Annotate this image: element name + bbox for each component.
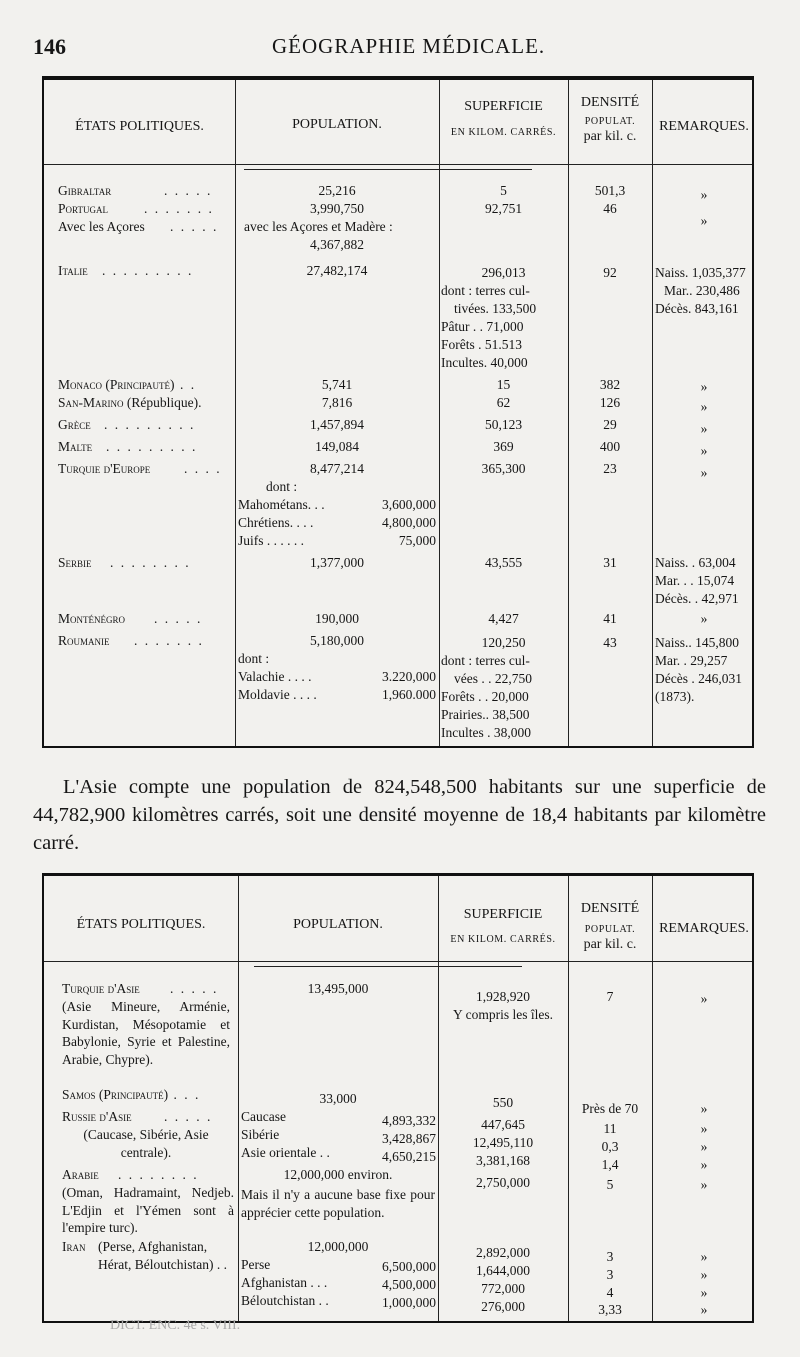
cell-superficie: 2,892,000 bbox=[476, 1245, 530, 1260]
cell-remarques: » bbox=[700, 1249, 708, 1264]
cell-densite: Près de 70 bbox=[581, 1101, 639, 1116]
cell-densite: 43 bbox=[603, 635, 617, 650]
cell-population-detail: 3,428,867 bbox=[382, 1131, 436, 1146]
cell-densite: 41 bbox=[603, 611, 617, 626]
header-superficie-sub: EN KILOM. CARRÉS. bbox=[450, 934, 556, 945]
cell-population-detail: 3.220,000 bbox=[382, 669, 436, 684]
cell-superficie: 1,644,000 bbox=[476, 1263, 530, 1278]
cell-population: 1,377,000 bbox=[310, 555, 364, 570]
cell-superficie: 447,645 bbox=[481, 1117, 525, 1132]
header-remarques: REMARQUES. bbox=[659, 921, 749, 936]
cell-population-detail: Béloutchistan . . bbox=[241, 1293, 329, 1308]
header-densite: DENSITÉ bbox=[580, 901, 640, 916]
cell-superficie: 550 bbox=[492, 1095, 514, 1110]
row-label: Monténégro bbox=[58, 611, 125, 626]
cell-population-note: Mais il n'y a aucune base fixe pour apprécier cette population. bbox=[241, 1187, 435, 1220]
header-remarques: REMARQUES. bbox=[659, 119, 749, 134]
cell-remarques: » bbox=[700, 1302, 708, 1317]
cell-population: 5,741 bbox=[321, 377, 353, 392]
row-description: (Asie Mineure, Arménie, Kurdistan, Mésopotamie et Babylonie, Syrie et Palestine, Arabie, Chypre). bbox=[62, 999, 230, 1067]
cell-densite: 3 bbox=[606, 1267, 614, 1282]
cell-remarques: Naiss.. 145,800 bbox=[655, 635, 739, 650]
cell-population-detail: Sibérie bbox=[241, 1127, 280, 1142]
cell-superficie-detail: vées . . 22,750 bbox=[454, 671, 532, 686]
cell-remarques: Naiss. 1,035,377 bbox=[655, 265, 746, 280]
cell-population-detail: Perse bbox=[241, 1257, 271, 1272]
row-label: Malte bbox=[58, 439, 93, 454]
row-label: Grèce bbox=[58, 417, 91, 432]
europe-table: ÉTATS POLITIQUES. POPULATION. SUPERFICIE EN KILOM. CARRÉS. DENSITÉ POPULAT. par kil. c. REMARQUES. Gibraltar . . . . . 25,216 5 501,3 » Portugal . . . . . . . 3,990,750 92,751 46 » Avec les Açores . . . . . avec les Açores et Madère : 4,367,882 Italie . . . . . . . . . 27,482,174 296,013 dont : terres cul- tivées. 133,500 Pâtur . . 71,000 Forêts . 51.513 Incultes. 40,000 92 Naiss. 1,035,377 Mar.. 230,486 Décès. 843,161 Monaco (Principauté) . . 5,741 15 382 » San-Marino (République). 7,816 62 126 » Grèce . . . . . . . . . 1,457,894 50,123 29 » Malte . . . . . . . . . 149,084 369 400 » Turquie d'Europe . . . . 8,477,214 365,300 23 » dont : Mahométans. . . 3,600,000 Chrétiens. . . . 4,800,000 Juifs . . . . . . 75,000 Serbie . . . . . . . . 1,377,000 43,555 31 Naiss. . 63,004 Mar. . . 15,074 Décès. . 42,971 Monténégro . . . . . 190,000 4,427 41 » Roumanie . . . . . . . 5,180,000 dont : Valachie . . . . 3.220,000 Moldavie . . . . 1,960.000 120,250 dont : terres cul- vées . . 22,750 Forêts . . 20,000 Prairies.. 38,500 Incultes . 38,000 43 Naiss.. 145,800 Mar. . 29,257 Décès . 246,031 (1873). bbox=[42, 76, 754, 748]
cell-remarques: » bbox=[700, 1121, 708, 1136]
cell-population-detail: 4,650,215 bbox=[382, 1149, 436, 1164]
header-etats: ÉTATS POLITIQUES. bbox=[75, 119, 204, 134]
cell-superficie: 369 bbox=[493, 439, 514, 454]
row-label: Turquie d'Europe bbox=[58, 461, 151, 476]
cell-superficie: 92,751 bbox=[484, 201, 523, 216]
cell-remarques: » bbox=[700, 213, 708, 228]
cell-remarques: » bbox=[700, 611, 708, 626]
row-label: San-Marino bbox=[58, 395, 124, 410]
cell-population: 8,477,214 bbox=[310, 461, 364, 476]
cell-remarques: Décès. . 42,971 bbox=[655, 591, 739, 606]
cell-population-detail: 3,600,000 bbox=[382, 497, 436, 512]
page-number: 146 bbox=[33, 34, 66, 59]
cell-densite: 11 bbox=[603, 1121, 617, 1136]
row-label: Avec les Açores bbox=[58, 219, 145, 234]
cell-densite: 46 bbox=[603, 201, 617, 216]
cell-superficie: 50,123 bbox=[484, 417, 523, 432]
header-superficie: SUPERFICIE bbox=[464, 99, 543, 114]
row-label: Serbie bbox=[58, 555, 92, 570]
page-header bbox=[0, 30, 800, 60]
cell-remarques: » bbox=[700, 991, 708, 1006]
cell-population: 12,000,000 environ. bbox=[283, 1167, 393, 1182]
cell-population-detail: dont : bbox=[266, 479, 298, 494]
cell-superficie-detail: tivées. 133,500 bbox=[454, 301, 537, 316]
cell-superficie: 296,013 bbox=[481, 265, 526, 280]
cell-superficie: 772,000 bbox=[481, 1281, 525, 1296]
cell-superficie: 2,750,000 bbox=[476, 1175, 530, 1190]
cell-densite: 3,33 bbox=[598, 1302, 622, 1317]
cell-superficie: 3,381,168 bbox=[476, 1153, 530, 1168]
cell-densite: 501,3 bbox=[594, 183, 626, 198]
cell-remarques: Décès . 246,031 bbox=[655, 671, 742, 686]
cell-densite: 382 bbox=[599, 377, 621, 392]
cell-population: avec les Açores et Madère : bbox=[244, 219, 393, 234]
cell-remarques: » bbox=[700, 1157, 708, 1172]
cell-population-detail: Caucase bbox=[241, 1109, 286, 1124]
cell-population: 3,990,750 bbox=[310, 201, 364, 216]
cell-population: 25,216 bbox=[318, 183, 356, 198]
cell-remarques: » bbox=[700, 1177, 708, 1192]
cell-population: 27,482,174 bbox=[306, 263, 368, 278]
cell-superficie-detail: dont : terres cul- bbox=[441, 283, 530, 298]
cell-superficie-detail: Forêts . . 20,000 bbox=[441, 689, 529, 704]
cell-remarques: » bbox=[700, 399, 708, 414]
cell-population-detail: 4,800,000 bbox=[382, 515, 436, 530]
row-label: Gibraltar bbox=[58, 183, 112, 198]
header-population: POPULATION. bbox=[292, 117, 382, 132]
row-label: Turquie d'Asie bbox=[62, 981, 140, 996]
cell-remarques: Décès. 843,161 bbox=[655, 301, 739, 316]
cell-population-detail: Asie orientale . . bbox=[241, 1145, 330, 1160]
cell-superficie-detail: Forêts . 51.513 bbox=[441, 337, 522, 352]
cell-remarques: » bbox=[700, 379, 708, 394]
cell-superficie: 5 bbox=[500, 183, 507, 198]
cell-superficie: 62 bbox=[496, 395, 511, 410]
cell-densite: 7 bbox=[606, 989, 614, 1004]
cell-remarques: (1873). bbox=[655, 689, 695, 704]
cell-superficie-detail: Incultes. 40,000 bbox=[441, 355, 528, 370]
row-description: (Perse, Afghanistan, Hérat, Béloutchistan) . . bbox=[98, 1239, 227, 1272]
cell-remarques: Mar. . . 15,074 bbox=[655, 573, 735, 588]
cell-densite: 4 bbox=[606, 1285, 614, 1300]
header-population: POPULATION. bbox=[293, 917, 383, 932]
cell-population: 5,180,000 bbox=[310, 633, 364, 648]
row-label: Russie d'Asie bbox=[62, 1109, 132, 1124]
cell-densite: 29 bbox=[603, 417, 617, 432]
cell-remarques: » bbox=[700, 421, 708, 436]
row-label: Arabie bbox=[62, 1167, 99, 1182]
cell-population: 4,367,882 bbox=[310, 237, 364, 252]
cell-population-detail: Juifs . . . . . . bbox=[238, 533, 305, 548]
footer-mark: DICT. ENC. 4e s. VIII. bbox=[110, 1318, 241, 1333]
cell-remarques: » bbox=[700, 443, 708, 458]
cell-population-detail: 4,893,332 bbox=[382, 1113, 436, 1128]
cell-superficie: 15 bbox=[496, 377, 511, 392]
cell-superficie-detail: Prairies.. 38,500 bbox=[441, 707, 530, 722]
cell-densite: 0,3 bbox=[601, 1139, 619, 1154]
cell-population: 12,000,000 bbox=[307, 1239, 369, 1254]
cell-remarques: » bbox=[700, 1285, 708, 1300]
cell-superficie: Y compris les îles. bbox=[453, 1007, 553, 1022]
row-label: Monaco (Principauté) bbox=[58, 377, 175, 392]
cell-superficie: 276,000 bbox=[481, 1299, 525, 1314]
cell-population-detail: Moldavie . . . . bbox=[238, 687, 317, 702]
cell-population-detail: dont : bbox=[238, 651, 270, 666]
header-densite-sub: POPULAT. bbox=[584, 116, 636, 127]
cell-superficie: 4,427 bbox=[488, 611, 519, 626]
cell-superficie: 120,250 bbox=[481, 635, 526, 650]
cell-densite: 400 bbox=[599, 439, 621, 454]
row-label-suffix: (République). bbox=[123, 395, 202, 410]
cell-superficie: 365,300 bbox=[481, 461, 526, 476]
cell-population: 7,816 bbox=[321, 395, 353, 410]
header-densite-unit: par kil. c. bbox=[583, 937, 637, 952]
cell-remarques: Mar.. 230,486 bbox=[664, 283, 740, 298]
cell-population: 33,000 bbox=[319, 1091, 357, 1106]
header-densite-unit: par kil. c. bbox=[583, 129, 637, 144]
cell-superficie: 1,928,920 bbox=[476, 989, 530, 1004]
cell-population-detail: Mahométans. . . bbox=[238, 497, 325, 512]
cell-superficie-detail: Pâtur . . 71,000 bbox=[441, 319, 524, 334]
cell-population: 13,495,000 bbox=[307, 981, 369, 996]
cell-population: 149,084 bbox=[315, 439, 359, 454]
row-label: Italie bbox=[58, 263, 88, 278]
row-description: (Oman, Hadramaint, Nedjeb. L'Edjin et l'Yémen sont à l'empire turc). bbox=[62, 1185, 234, 1235]
row-description: (Caucase, Sibérie, Asie centrale). bbox=[83, 1127, 209, 1160]
cell-population-detail: 1,000,000 bbox=[382, 1295, 436, 1310]
row-label: Portugal bbox=[58, 201, 108, 216]
cell-remarques: » bbox=[700, 187, 708, 202]
cell-remarques: » bbox=[700, 1101, 708, 1116]
cell-population-detail: 6,500,000 bbox=[382, 1259, 436, 1274]
header-densite: DENSITÉ bbox=[580, 95, 640, 110]
cell-population-detail: Chrétiens. . . . bbox=[238, 515, 314, 530]
cell-population: 1,457,894 bbox=[310, 417, 364, 432]
cell-population: 190,000 bbox=[315, 611, 359, 626]
cell-densite: 31 bbox=[603, 555, 617, 570]
cell-population-detail: Valachie . . . . bbox=[238, 669, 312, 684]
cell-densite: 5 bbox=[606, 1177, 614, 1192]
cell-remarques: » bbox=[700, 1139, 708, 1154]
cell-superficie-detail: dont : terres cul- bbox=[441, 653, 530, 668]
cell-remarques: Naiss. . 63,004 bbox=[655, 555, 736, 570]
cell-densite: 1,4 bbox=[601, 1157, 619, 1172]
cell-remarques: » bbox=[700, 1267, 708, 1282]
cell-superficie: 43,555 bbox=[484, 555, 523, 570]
asia-table: ÉTATS POLITIQUES. POPULATION. SUPERFICIE EN KILOM. CARRÉS. DENSITÉ POPULAT. par kil. c. REMARQUES. Turquie d'Asie . . . . . (Asie Mineure, Arménie, Kurdistan, Mésopotamie et Babylonie, Syrie et Palestine, Arabie, Chypre). 13,495,000 1,928,920 Y compris les îles. 7 » Samos (Principauté) . . . 33,000 550 Près de 70 » Russie d'Asie . . . . . (Caucase, Sibérie, Asie centrale). Caucase 4,893,332 Sibérie 3,428,867 Asie orientale . . 4,650,215 447,645 12,495,110 3,381,168 11 0,3 1,4 » » » Arabie . . . . . . . . (Oman, Hadramaint, Nedjeb. L'Edjin et l'Yémen sont à l'empire turc). 12,000,000 environ. Mais il n'y a aucune base fixe pour apprécier cette population. 2,750,000 5 » Iran (Perse, Afghanistan, Hérat, Béloutchistan) . . 12,000,000 Perse 6,500,000 Afghanistan . . . 4,500,000 Béloutchistan . . 1,000,000 2,892,000 1,644,000 772,000 276,000 3 3 4 3,33 » » » » bbox=[42, 873, 754, 1323]
cell-remarques: » bbox=[700, 465, 708, 480]
row-label: Roumanie bbox=[58, 633, 110, 648]
cell-population-detail: 75,000 bbox=[398, 533, 436, 548]
header-superficie: SUPERFICIE bbox=[463, 907, 543, 922]
cell-population-detail: 4,500,000 bbox=[382, 1277, 436, 1292]
cell-densite: 3 bbox=[606, 1249, 614, 1264]
row-label: Iran bbox=[62, 1239, 86, 1254]
running-head: GÉOGRAPHIE MÉDICALE. bbox=[272, 34, 546, 58]
cell-densite: 92 bbox=[603, 265, 617, 280]
body-paragraph bbox=[33, 773, 766, 857]
header-densite-sub: POPULAT. bbox=[584, 924, 636, 935]
cell-population-detail: 1,960.000 bbox=[382, 687, 436, 702]
paragraph-text: L'Asie compte une population de 824,548,500 habitants sur une superficie de 44,782,900 kilomètres carrés, soit une densité moyenne de 18,4 habitants par kilomètre carré. bbox=[33, 776, 766, 854]
header-etats: ÉTATS POLITIQUES. bbox=[76, 917, 206, 932]
cell-densite: 23 bbox=[603, 461, 617, 476]
row-label: Samos (Principauté) bbox=[62, 1087, 169, 1102]
cell-remarques: Mar. . 29,257 bbox=[655, 653, 728, 668]
cell-superficie-detail: Incultes . 38,000 bbox=[441, 725, 531, 740]
cell-population-detail: Afghanistan . . . bbox=[241, 1275, 328, 1290]
cell-superficie: 12,495,110 bbox=[472, 1135, 534, 1150]
cell-densite: 126 bbox=[599, 395, 621, 410]
header-superficie-sub: EN KILOM. CARRÉS. bbox=[450, 127, 557, 138]
